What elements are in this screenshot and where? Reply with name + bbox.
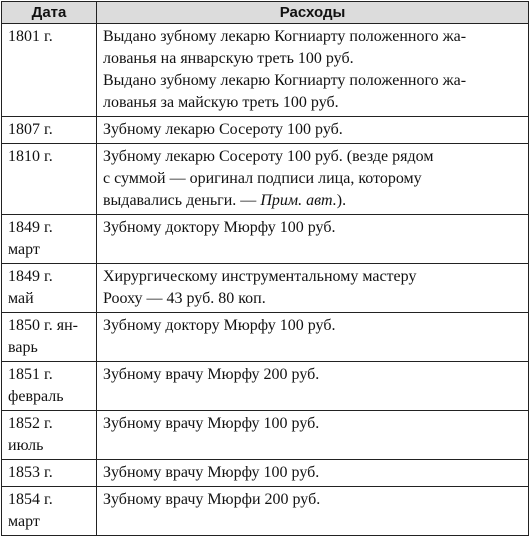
expense-cell: [97, 313, 529, 362]
author-note: Прим. авт.: [260, 192, 337, 209]
expenses-table: [1, 1, 529, 536]
document-page: [1, 1, 528, 536]
date-text: 1851 г.: [8, 366, 53, 383]
expense-cell: [97, 144, 529, 215]
expense-text: Рооху — 43 руб. 80 коп.: [103, 290, 266, 307]
date-text: 1807 г.: [8, 121, 53, 138]
table-row: [2, 264, 529, 313]
date-text: 1854 г.: [8, 491, 53, 508]
expense-cell: [97, 117, 529, 144]
expense-text: лованья на январскую треть 100 руб.: [103, 50, 354, 67]
date-cell: [2, 215, 97, 264]
table-row: [2, 411, 529, 460]
date-cell: [2, 264, 97, 313]
date-month: февраль: [8, 388, 64, 405]
expense-text: лованья за майскую треть 100 руб.: [103, 94, 339, 111]
date-text: 1853 г.: [8, 464, 53, 481]
expense-cell: [97, 487, 529, 536]
table-row: [2, 362, 529, 411]
expense-cell: [97, 215, 529, 264]
expense-text: Зубному лекарю Сосероту 100 руб. (везде рядом: [103, 148, 434, 165]
date-text: 1850 г. ян-: [8, 317, 79, 334]
date-month: май: [8, 290, 34, 307]
table-row: [2, 215, 529, 264]
expense-cell: [97, 264, 529, 313]
date-cell: [2, 411, 97, 460]
expense-text: Зубному врачу Мюрфу 200 руб.: [103, 366, 320, 383]
expense-text: с суммой — оригинал подписи лица, которому: [103, 170, 422, 187]
date-text: 1849 г.: [8, 219, 53, 236]
date-cell: [2, 460, 97, 487]
date-text: 1852 г.: [8, 415, 53, 432]
table-header-row: [2, 2, 529, 24]
expense-text: Зубному врачу Мюрфу 100 руб.: [103, 415, 320, 432]
date-text: 1810 г.: [8, 148, 53, 165]
expense-cell: [97, 362, 529, 411]
date-cell: [2, 117, 97, 144]
date-month: март: [8, 513, 40, 530]
header-expenses: Расходы: [97, 2, 529, 24]
expense-text: выдавались деньги. —: [103, 192, 261, 209]
date-cell: [2, 313, 97, 362]
date-month: варь: [8, 339, 38, 356]
table-row: [2, 24, 529, 117]
expense-text: Зубному врачу Мюрфи 200 руб.: [103, 491, 321, 508]
expense-text: Зубному лекарю Сосероту 100 руб.: [103, 121, 343, 138]
expense-note-tail: ).: [336, 192, 347, 209]
expense-text: Выдано зубному лекарю Когниарту положенного жа-: [103, 28, 467, 45]
expense-note-line: [103, 190, 520, 212]
expense-cell: [97, 24, 529, 117]
expense-text: Зубному доктору Мюрфу 100 руб.: [103, 219, 336, 236]
date-cell: [2, 362, 97, 411]
expense-text: Зубному доктору Мюрфу 100 руб.: [103, 317, 336, 334]
expense-cell: [97, 411, 529, 460]
date-text: 1801 г.: [8, 28, 53, 45]
header-date: Дата: [2, 2, 97, 24]
expense-text: Выдано зубному лекарю Когниарту положенного жа-: [103, 72, 467, 89]
date-cell: [2, 487, 97, 536]
table-row: [2, 313, 529, 362]
expense-cell: [97, 460, 529, 487]
expense-text: Хирургическому инструментальному мастеру: [103, 268, 417, 285]
expense-text: Зубному врачу Мюрфу 100 руб.: [103, 464, 320, 481]
table-row: [2, 117, 529, 144]
table-row: [2, 460, 529, 487]
table-row: [2, 487, 529, 536]
date-month: март: [8, 241, 40, 258]
date-cell: [2, 144, 97, 215]
date-text: 1849 г.: [8, 268, 53, 285]
date-cell: [2, 24, 97, 117]
table-row: [2, 144, 529, 215]
date-month: июль: [8, 437, 44, 454]
